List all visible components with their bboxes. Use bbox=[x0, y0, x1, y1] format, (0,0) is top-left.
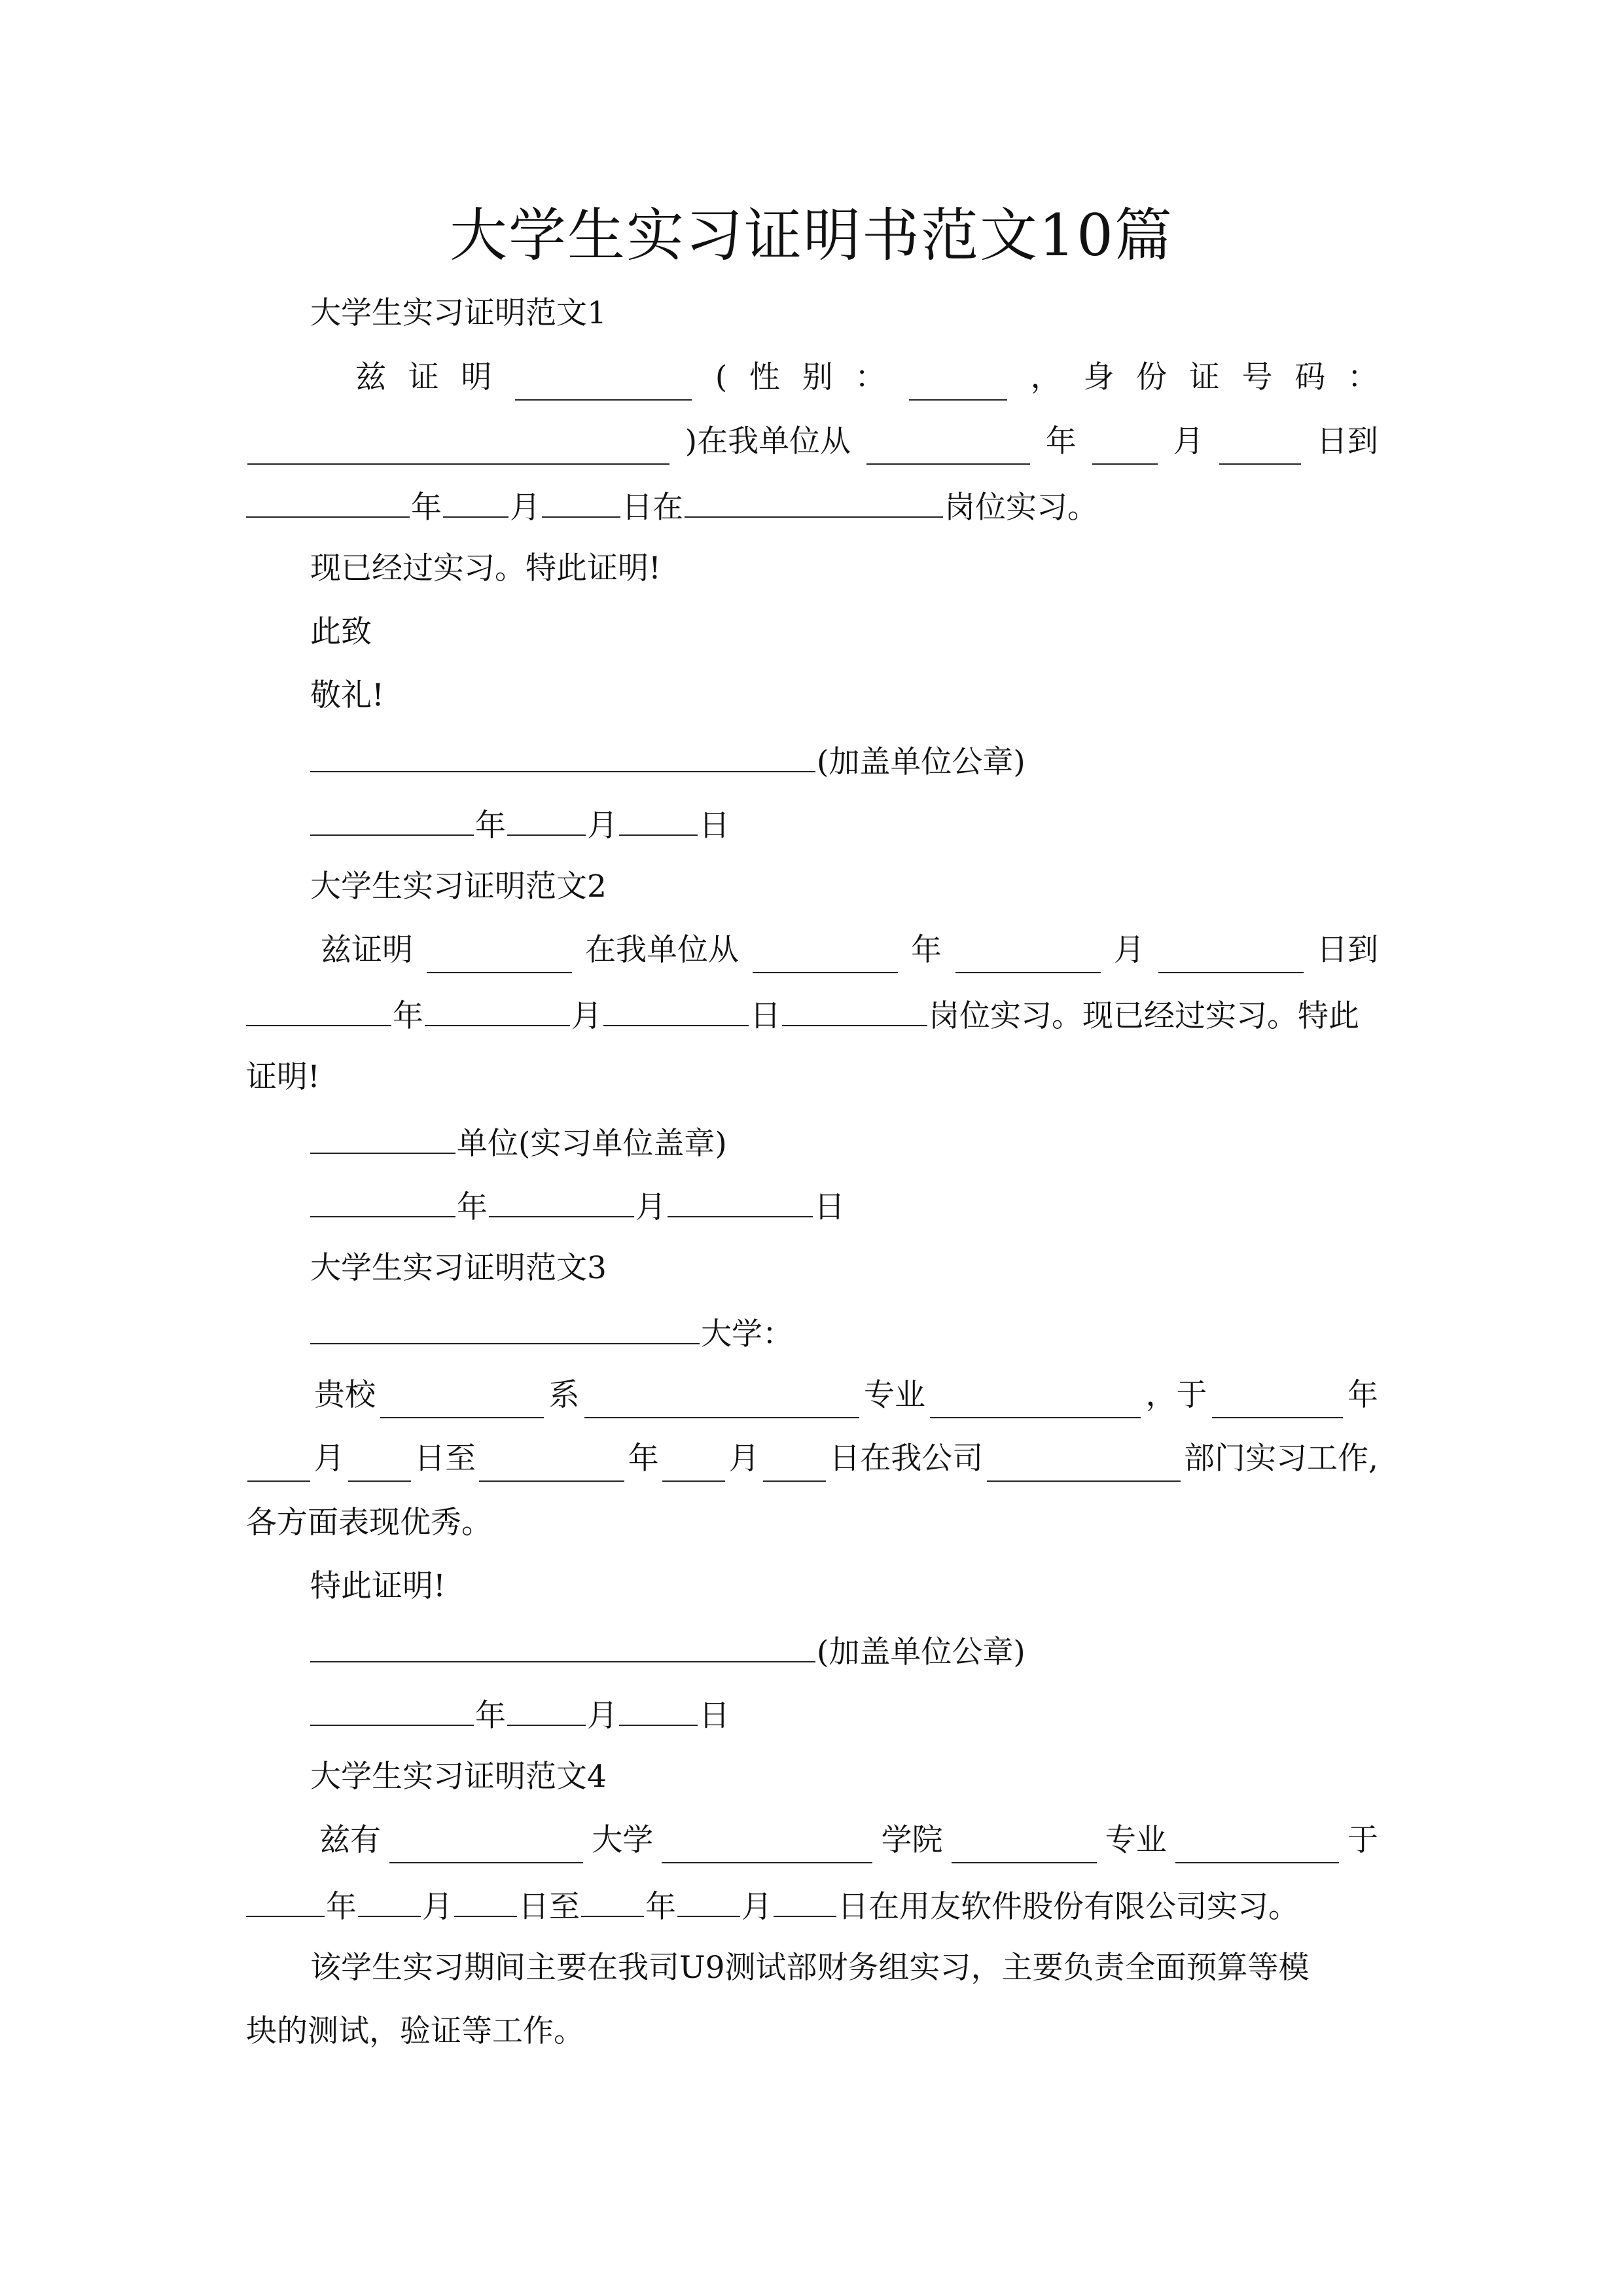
blank-name bbox=[515, 365, 692, 401]
document-title: 大学生实习证明书范文10篇 bbox=[450, 202, 1173, 269]
section-2-line-3: 证明! bbox=[246, 1059, 320, 1095]
section-1-line-3: 年 月 日在 岗位实习。 bbox=[246, 482, 1378, 531]
section-1-stamp-line: (加盖单位公章) bbox=[310, 737, 1378, 785]
section-1-line-1: 兹 证 明 ( 性 别 ： ， 身 份 证 号 码 ： bbox=[355, 355, 1378, 401]
section-2-line-2: 年 月 日 岗位实习。现已经过实习。特此 bbox=[246, 991, 1378, 1039]
section-1-paragraph: 现已经过实习。特此证明! bbox=[310, 550, 661, 586]
section-1-line-2: )在我单位从 年 月 日到 bbox=[246, 419, 1378, 465]
section-1-date-line: 年 月 日 bbox=[310, 800, 1378, 849]
section-4-paragraph-2: 块的测试，验证等工作。 bbox=[246, 2013, 584, 2049]
section-3-line-1: 贵校 系 专业 ，于 年 bbox=[314, 1372, 1378, 1418]
section-1-heading: 大学生实习证明范文1 bbox=[310, 295, 607, 331]
section-2-unit-line: 单位(实习单位盖章) bbox=[310, 1119, 1378, 1167]
section-3-stamp-line: (加盖单位公章) bbox=[310, 1627, 1378, 1676]
section-2-line-1: 兹证明 在我单位从 年 月 日到 bbox=[321, 927, 1378, 973]
blank-id-number bbox=[247, 429, 669, 465]
section-3-school-line: 大学： bbox=[310, 1309, 1378, 1357]
section-4-heading: 大学生实习证明范文4 bbox=[310, 1759, 607, 1795]
section-3-heading: 大学生实习证明范文3 bbox=[310, 1250, 607, 1286]
section-3-line-3: 各方面表现优秀。 bbox=[246, 1505, 492, 1541]
blank-gender bbox=[909, 365, 1007, 401]
section-4-line-1: 兹有 大学 学院 专业 于 bbox=[319, 1818, 1378, 1863]
section-3-date-line: 年 月 日 bbox=[310, 1691, 1378, 1739]
section-2-date-line: 年 月 日 bbox=[310, 1182, 1378, 1230]
section-4-line-2: 年 月 日至 年 月 日在用友软件股份有限公司实习。 bbox=[246, 1882, 1378, 1930]
section-3-paragraph: 特此证明! bbox=[310, 1568, 446, 1604]
section-3-line-2: 月 日至 年 月 日在我公司 部门实习工作, bbox=[246, 1436, 1378, 1482]
section-1-closing: 此致 bbox=[310, 614, 372, 650]
section-1-salute: 敬礼! bbox=[310, 677, 384, 713]
section-4-paragraph-1: 该学生实习期间主要在我司U9测试部财务组实习，主要负责全面预算等模 bbox=[310, 1950, 1310, 1986]
section-2-heading: 大学生实习证明范文2 bbox=[310, 869, 607, 905]
